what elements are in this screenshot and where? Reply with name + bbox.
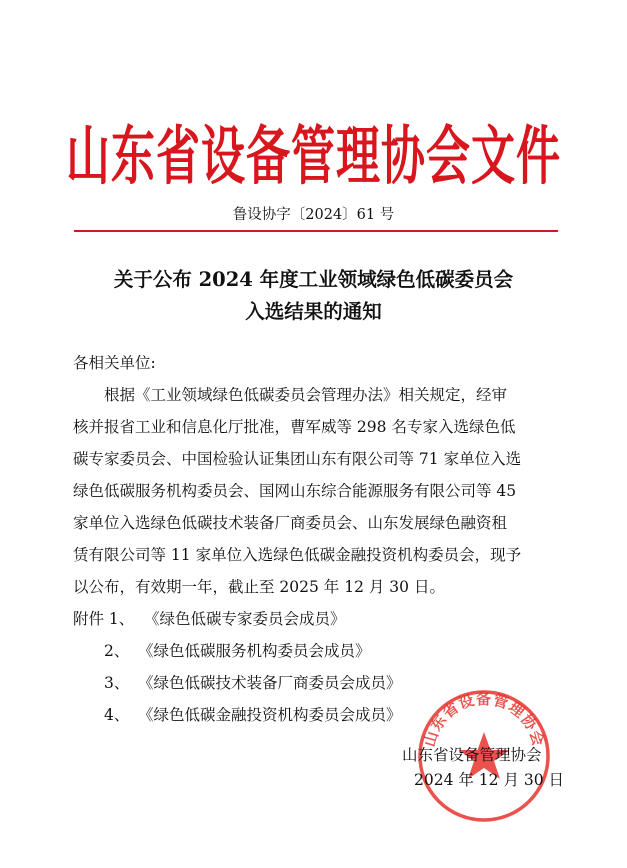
attachment-number-3: 3、 bbox=[104, 674, 130, 692]
paragraph-line: 绿色低碳服务机构委员会、国网山东综合能源服务有限公司等 45 bbox=[73, 482, 517, 500]
paragraph-line: 根据《工业领域绿色低碳委员会管理办法》相关规定，经审 bbox=[104, 386, 508, 404]
attachment-item-4: 《绿色低碳金融投资机构委员会成员》 bbox=[138, 706, 402, 724]
signing-date: 2024 年 12 月 30 日 bbox=[414, 771, 565, 789]
signing-organization: 山东省设备管理协会 bbox=[402, 746, 542, 764]
salutation: 各相关单位: bbox=[73, 354, 156, 372]
red-divider bbox=[74, 230, 558, 232]
seal-text: 山东省设备管理协会 bbox=[420, 690, 548, 749]
paragraph-line: 赁有限公司等 11 家单位入选绿色低碳金融投资机构委员会，现予 bbox=[73, 546, 522, 564]
paragraph-line: 家单位入选绿色低碳技术装备厂商委员会、山东发展绿色融资租 bbox=[73, 514, 508, 532]
paragraph-line: 以公布，有效期一年，截止至 2025 年 12 月 30 日。 bbox=[73, 578, 445, 596]
attachment-item-2: 《绿色低碳服务机构委员会成员》 bbox=[138, 642, 371, 660]
attachment-label: 附件 1、 bbox=[73, 610, 135, 628]
notice-title-line-2: 入选结果的通知 bbox=[245, 300, 382, 323]
attachment-number-2: 2、 bbox=[104, 642, 130, 660]
paragraph-line: 核并报省工业和信息化厅批准，曹军威等 298 名专家入选绿色低 bbox=[73, 418, 516, 436]
document-number: 鲁设协字〔2024〕61 号 bbox=[232, 207, 395, 223]
attachment-item-1: 《绿色低碳专家委员会成员》 bbox=[144, 610, 346, 628]
attachment-number-4: 4、 bbox=[104, 706, 130, 724]
document-header-title: 山东省设备管理协会文件 bbox=[66, 119, 561, 194]
notice-title-line-1: 关于公布 2024 年度工业领域绿色低碳委员会 bbox=[113, 268, 514, 291]
paragraph-line: 碳专家委员会、中国检验认证集团山东有限公司等 71 家单位入选 bbox=[73, 450, 522, 468]
attachment-item-3: 《绿色低碳技术装备厂商委员会成员》 bbox=[138, 674, 402, 692]
